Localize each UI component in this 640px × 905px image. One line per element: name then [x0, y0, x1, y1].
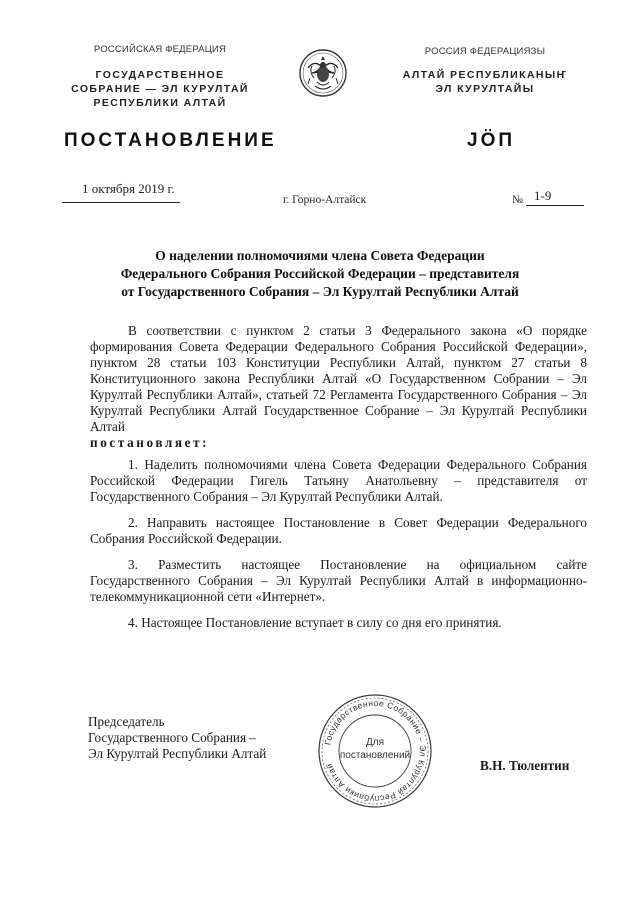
stamp-line-2: постановлений — [339, 750, 411, 761]
header-left-org-line-1: ГОСУДАРСТВЕННОЕ — [95, 69, 225, 81]
header-right-org-line-2: ЭЛ КУРУЛТАЙЫ — [435, 83, 535, 95]
official-stamp — [316, 692, 434, 810]
item-2: 2. Направить настоящее Постановление в Совет Федерации Федерального Собрания Российской Федерации. — [90, 515, 587, 546]
title-line-1: О наделении полномочиями члена Совета Федерации — [155, 248, 485, 263]
document-body — [90, 323, 587, 631]
header-right-country: РОССИЯ ФЕДЕРАЦИЯЗЫ — [424, 46, 546, 57]
position-line-2: Государственного Собрания – — [88, 730, 256, 745]
document-number: 1-9 — [534, 188, 552, 203]
document-title — [60, 247, 580, 301]
preamble-paragraph: В соответствии с пунктом 2 статьи 3 Федерального закона «О порядке формирования Совета Федерации Федерального Собрания Российской Федерации», пунктом 28 статьи 103 Конституции Республики Алтай, пунктом 27 статьи 8 Конституционного закона Республики Алтай «О Государственном Собрании – Эл Курултай Республики Алтай», статьей 72 Регламента Государственного Собрания – Эл Курултай Республики Алтай Государственное Собрание – Эл Курултай Республики Алтай — [90, 323, 587, 434]
doc-type-altai: JÖП — [467, 130, 516, 151]
header-right-org — [380, 68, 590, 96]
header-left-org-line-2: СОБРАНИЕ — ЭЛ КУРУЛТАЙ — [71, 83, 249, 95]
stamp-line-1: Для — [365, 737, 385, 748]
header-right-org-line-1: АЛТАЙ РЕСПУБЛИКАНЫҤ — [402, 69, 568, 81]
decree-word: постановляет: — [90, 435, 210, 450]
coat-of-arms-icon — [298, 44, 348, 102]
document-city: г. Горно-Алтайск — [283, 194, 367, 206]
item-3: 3. Разместить настоящее Постановление на официальном сайте Государственного Собрания – Эл Курултай Республики Алтай в информационно-телекоммуникационной сети «Интернет». — [90, 557, 587, 604]
stamp-ring-text: Государственное Собрание – Эл Курултай Республики Алтай — [322, 697, 429, 805]
number-underline — [526, 205, 584, 206]
number-label: № — [512, 194, 523, 206]
doc-type-russian: ПОСТАНОВЛЕНИЕ — [64, 130, 277, 151]
title-line-2: Федерального Собрания Российской Федерации – представителя — [120, 266, 520, 281]
header-left-org — [48, 68, 272, 110]
position-line-1: Председатель — [88, 714, 165, 729]
item-4: 4. Настоящее Постановление вступает в силу со дня его принятия. — [128, 615, 502, 630]
header-left-country: РОССИЙСКАЯ ФЕДЕРАЦИЯ — [93, 44, 227, 55]
document-date: 1 октября 2019 г. — [82, 181, 175, 196]
date-underline — [62, 202, 180, 203]
signatory-position — [88, 714, 308, 762]
item-1: 1. Наделить полномочиями члена Совета Федерации Федерального Собрания Российской Федерации Гигель Татьяну Анатольевну – представителя от Государственного Собрания – Эл Курултай Республики Алтай. — [90, 457, 587, 504]
stamp-center-text — [336, 736, 414, 762]
position-line-3: Эл Курултай Республики Алтай — [88, 746, 267, 761]
title-line-3: от Государственного Собрания – Эл Курултай Республики Алтай — [121, 284, 519, 299]
coat-of-arms-emblem — [298, 44, 348, 102]
signatory-name: В.Н. Тюлентин — [480, 758, 570, 773]
header-left-org-line-3: РЕСПУБЛИКИ АЛТАЙ — [93, 97, 227, 109]
